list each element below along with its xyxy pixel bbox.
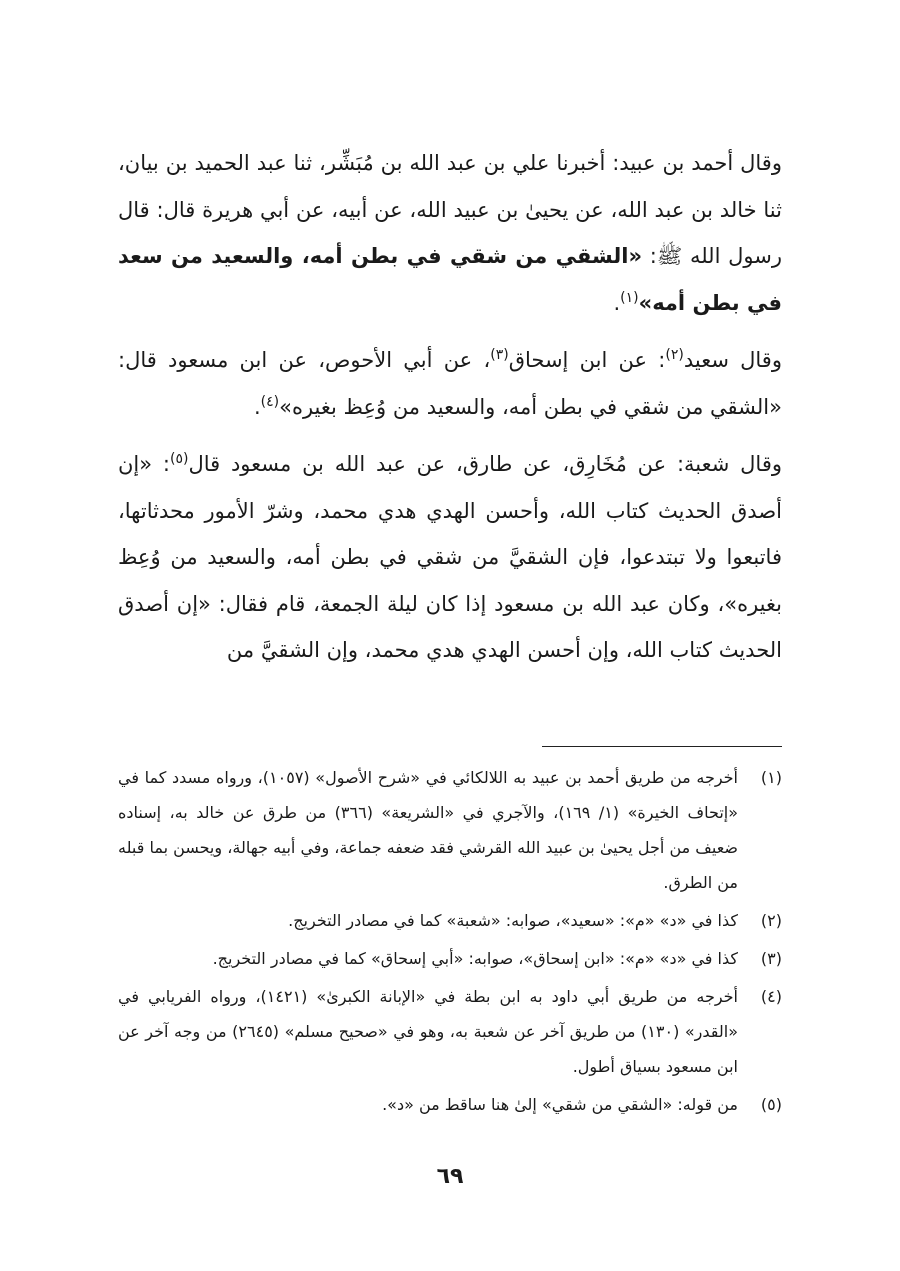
page-number: ٦٩: [436, 1164, 464, 1189]
footnote-2: [118, 903, 782, 938]
footnote-ref-2[interactable]: (٢): [665, 347, 684, 363]
paragraph-2-text-b: : عن ابن إسحاق: [508, 348, 666, 372]
paragraph-1-end: .: [613, 290, 621, 315]
main-text: [118, 140, 782, 674]
footnote-4: [118, 979, 782, 1084]
hadith-quote: «الشقي من شقي في بطن أمه، والسعيد من سعد في بطن أمه»: [118, 244, 782, 315]
footnote-text: أخرجه من طريق أحمد بن عبيد به اللالكائي في «شرح الأصول» (١٠٥٧)، ورواه مسدد كما في «إتحاف الخيرة» (١/ ١٦٩)، والآجري في «الشريعة» (٣٦٦) من طرق عن خالد به، إسناده ضعيف من أجل يحيىٰ بن عبيد الله القرشي فقد ضعفه جماعة، وفي أبيه جهالة، ويحسن بما قبله من الطرق.: [118, 768, 739, 892]
paragraph-2-text-c: ، عن أبي الأحوص، عن ابن مسعود قال: «الشقي من شقي في بطن أمه، والسعيد من وُعِظ بغيره»: [118, 348, 782, 419]
footnote-ref-3[interactable]: (٣): [490, 347, 509, 363]
footnote-3: [118, 941, 782, 976]
footnote-number: (٣): [760, 949, 782, 968]
footnote-text: من قوله: «الشقي من شقي» إلىٰ هنا ساقط من «د».: [382, 1095, 738, 1114]
paragraph-2: [118, 337, 782, 430]
footnote-1: [118, 760, 782, 900]
paragraph-3: [118, 441, 782, 674]
footnote-text: كذا في «د» «م»: «ابن إسحاق»، صوابه: «أبي إسحاق» كما في مصادر التخريج.: [212, 949, 738, 968]
footnote-ref-4[interactable]: (٤): [260, 393, 280, 410]
footnote-text: كذا في «د» «م»: «سعيد»، صوابه: «شعبة» كما في مصادر التخريج.: [288, 911, 738, 930]
footnotes: [118, 760, 782, 1122]
paragraph-1: [118, 140, 782, 326]
footnote-number: (٢): [760, 911, 782, 930]
footnote-number: (٥): [760, 1095, 782, 1114]
paragraph-2-end: .: [253, 394, 261, 419]
footnote-separator: [542, 746, 782, 747]
paragraph-3-text-b: : «إن أصدق الحديث كتاب الله، وأحسن الهدي هدي محمد، وشرّ الأمور محدثاتها، فاتبعوا ولا تبتدعوا، فإن الشقيَّ من شقي في بطن أمه، والسعيد من وُعِظ بغيره»، وكان عبد الله بن مسعود إذا كان ليلة الجمعة، قام فقال: «إن أصدق الحديث كتاب الله، وإن أحسن الهدي هدي محمد، وإن الشقيَّ من: [118, 452, 782, 662]
paragraph-2-text-a: وقال سعيد: [683, 348, 782, 372]
paragraph-1-text: وقال أحمد بن عبيد: أخبرنا علي بن عبد الله بن مُبَشِّر، ثنا عبد الحميد بن بيان، ثنا خالد بن عبد الله، عن يحيىٰ بن عبيد الله، عن أبيه، عن أبي هريرة قال: قال رسول الله ﷺ:: [118, 151, 782, 268]
footnote-ref-5[interactable]: (٥): [169, 451, 189, 467]
footnote-text: أخرجه من طريق أبي داود به ابن بطة في «الإبانة الكبرىٰ» (١٤٢١)، ورواه الفريابي في «القدر» (١٣٠) من طريق آخر عن شعبة به، وهو في «صحيح مسلم» (٢٦٤٥) من وجه آخر عن ابن مسعود بسياق أطول.: [118, 987, 739, 1076]
footnote-number: (١): [760, 768, 782, 787]
footnote-5: [118, 1087, 782, 1122]
footnote-ref-1[interactable]: (١): [620, 289, 639, 306]
footnote-number: (٤): [760, 987, 782, 1006]
paragraph-3-text-a: وقال شعبة: عن مُخَارِق، عن طارق، عن عبد الله بن مسعود قال: [188, 452, 782, 476]
